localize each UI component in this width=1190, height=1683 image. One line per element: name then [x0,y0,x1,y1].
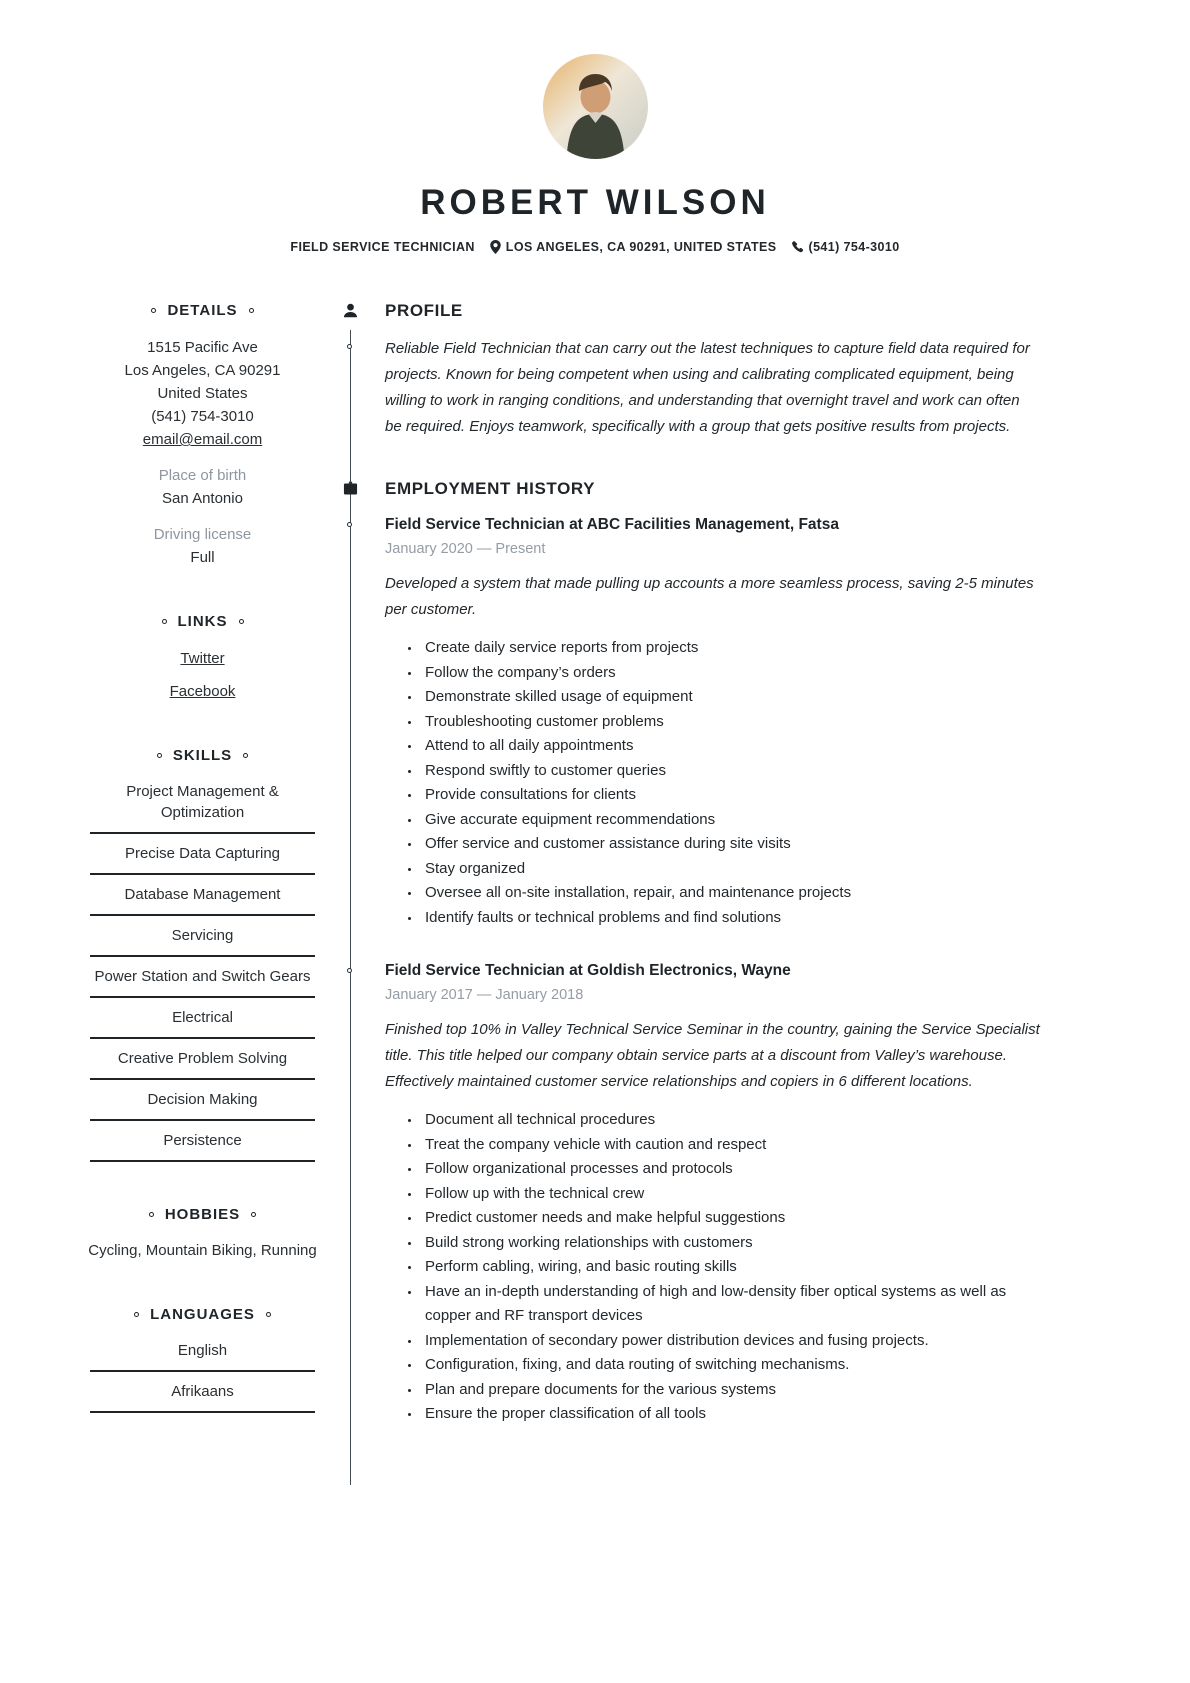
bullet-item: Plan and prepare documents for the various systems [385,1378,1040,1403]
profile-heading-label: PROFILE [385,301,463,320]
bullet-item: Build strong working relationships with customers [385,1231,1040,1256]
skill-item: Servicing [90,925,315,957]
sidebar [75,300,330,1422]
skill-item: Precise Data Capturing [90,843,315,875]
skills-heading [75,747,330,764]
bullet-item: Follow the company’s orders [385,661,1040,686]
email-row [75,428,330,451]
bullet-item: Ensure the proper classification of all tools [385,1402,1040,1427]
bullet-item: Attend to all daily appointments [385,734,1040,759]
bullet-item: Perform cabling, wiring, and basic routing skills [385,1255,1040,1280]
employment-heading-label: EMPLOYMENT HISTORY [385,479,596,498]
languages-heading [75,1306,330,1323]
bullet-item: Follow organizational processes and protocols [385,1157,1040,1182]
hobbies-heading-label: HOBBIES [164,1206,241,1223]
skill-item: Electrical [90,1007,315,1039]
details-heading-label: DETAILS [167,302,238,319]
job-title: Field Service Technician at ABC Facilities Management, Fatsa [385,516,839,533]
location-pin-icon [490,240,501,254]
phone-item [792,240,900,254]
address-line: 1515 Pacific Ave [147,339,258,356]
skill-item: Decision Making [90,1089,315,1121]
skill-item: Power Station and Switch Gears [90,966,315,998]
briefcase-icon [343,481,358,496]
profile-section [385,300,1040,440]
job-bullets [385,1108,1040,1427]
timeline-dot [347,522,352,527]
bullet-item: Stay organized [385,857,1040,882]
bullet-item: Troubleshooting customer problems [385,710,1040,735]
employment-heading [385,478,1040,500]
address-line: Los Angeles, CA 90291 [124,362,281,379]
job-title: Field Service Technician at Goldish Electronics, Wayne [385,962,791,979]
ring-icon [157,753,162,758]
bullet-item: Offer service and customer assistance during site visits [385,832,1040,857]
address-line: United States [157,385,248,402]
languages-heading-label: LANGUAGES [150,1306,255,1323]
bullet-item: Treat the company vehicle with caution and respect [385,1133,1040,1158]
ring-icon [251,1212,256,1217]
birth-value: San Antonio [162,490,243,507]
skill-item: Persistence [90,1130,315,1162]
candidate-title: FIELD SERVICE TECHNICIAN [290,240,475,254]
license-label: Driving license [153,526,252,543]
header [0,0,1190,254]
bullet-item: Predict customer needs and make helpful suggestions [385,1206,1040,1231]
ring-icon [151,308,156,313]
bullet-item: Have an in-depth understanding of high and low-density fiber optical systems as well as copper and RF transport devices [385,1280,1040,1329]
bullet-item: Implementation of secondary power distribution devices and fusing projects. [385,1329,1040,1354]
birth-label: Place of birth [158,467,247,484]
license-value: Full [190,549,215,566]
language-item: Afrikaans [90,1381,315,1413]
twitter-link[interactable]: Twitter [180,650,225,667]
phone-text: (541) 754-3010 [808,240,900,254]
contact-line [0,240,1190,254]
job-dates: January 2017 — January 2018 [385,987,584,1003]
email-link[interactable]: email@email.com [142,431,263,448]
bullet-item: Oversee all on-site installation, repair, and maintenance projects [385,881,1040,906]
phone-icon [792,241,804,253]
location-item [490,240,777,254]
bullet-item: Document all technical procedures [385,1108,1040,1133]
location-text: LOS ANGELES, CA 90291, UNITED STATES [505,240,777,254]
timeline-dot [347,344,352,349]
profile-heading [385,300,1040,322]
bullet-item: Follow up with the technical crew [385,1182,1040,1207]
ring-icon [266,1312,271,1317]
facebook-link[interactable]: Facebook [169,683,236,700]
employment-section [385,478,1040,1427]
links-heading-label: LINKS [177,613,228,630]
language-item: English [90,1340,315,1372]
job-summary: Developed a system that made pulling up accounts a more seamless process, saving 2-5 minutes per customer. [385,575,1034,618]
bullet-item: Create daily service reports from projects [385,636,1040,661]
bullet-item: Respond swiftly to customer queries [385,759,1040,784]
candidate-name: ROBERT WILSON [420,183,770,222]
job-dates: January 2020 — Present [385,541,546,557]
hobbies-heading [75,1206,330,1223]
hobbies-text: Cycling, Mountain Biking, Running [88,1242,317,1259]
link-row [75,647,330,670]
ring-icon [243,753,248,758]
link-row [75,680,330,703]
job-entry [385,960,1040,1427]
ring-icon [134,1312,139,1317]
bullet-item: Identify faults or technical problems and find solutions [385,906,1040,931]
ring-icon [162,619,167,624]
job-bullets [385,636,1040,930]
bullet-item: Configuration, fixing, and data routing of switching mechanisms. [385,1353,1040,1378]
job-summary: Finished top 10% in Valley Technical Service Seminar in the country, gaining the Service Specialist title. This title helped our company obtain service parts at a discount from Valley’s warehouse. Effectively maintained customer service relationships and copiers in 6 different locations. [385,1021,1040,1090]
timeline-line [350,330,351,1485]
person-icon [343,303,358,318]
links-heading [75,613,330,630]
skill-item: Project Management & Optimization [90,781,315,834]
skill-item: Database Management [90,884,315,916]
timeline-dot [347,968,352,973]
bullet-item: Provide consultations for clients [385,783,1040,808]
main-content [350,300,1040,1427]
job-entry [385,514,1040,930]
profile-body [385,336,1040,440]
ring-icon [249,308,254,313]
profile-photo [543,54,648,159]
skills-heading-label: SKILLS [172,747,233,764]
bullet-item: Demonstrate skilled usage of equipment [385,685,1040,710]
skill-item: Creative Problem Solving [90,1048,315,1080]
phone-line: (541) 754-3010 [151,408,254,425]
profile-text: Reliable Field Technician that can carry out the latest techniques to capture field data required for projects. Known for being competent when using and calibrating complicated equipment, being willing to work in ranging conditions, and understanding that overnight travel and work can often be required. Enjoys teamwork, specifically with a group that gets positive results from projects. [385,340,1030,435]
bullet-item: Give accurate equipment recommendations [385,808,1040,833]
ring-icon [239,619,244,624]
page-body [0,254,1190,1487]
ring-icon [149,1212,154,1217]
details-heading [75,302,330,319]
